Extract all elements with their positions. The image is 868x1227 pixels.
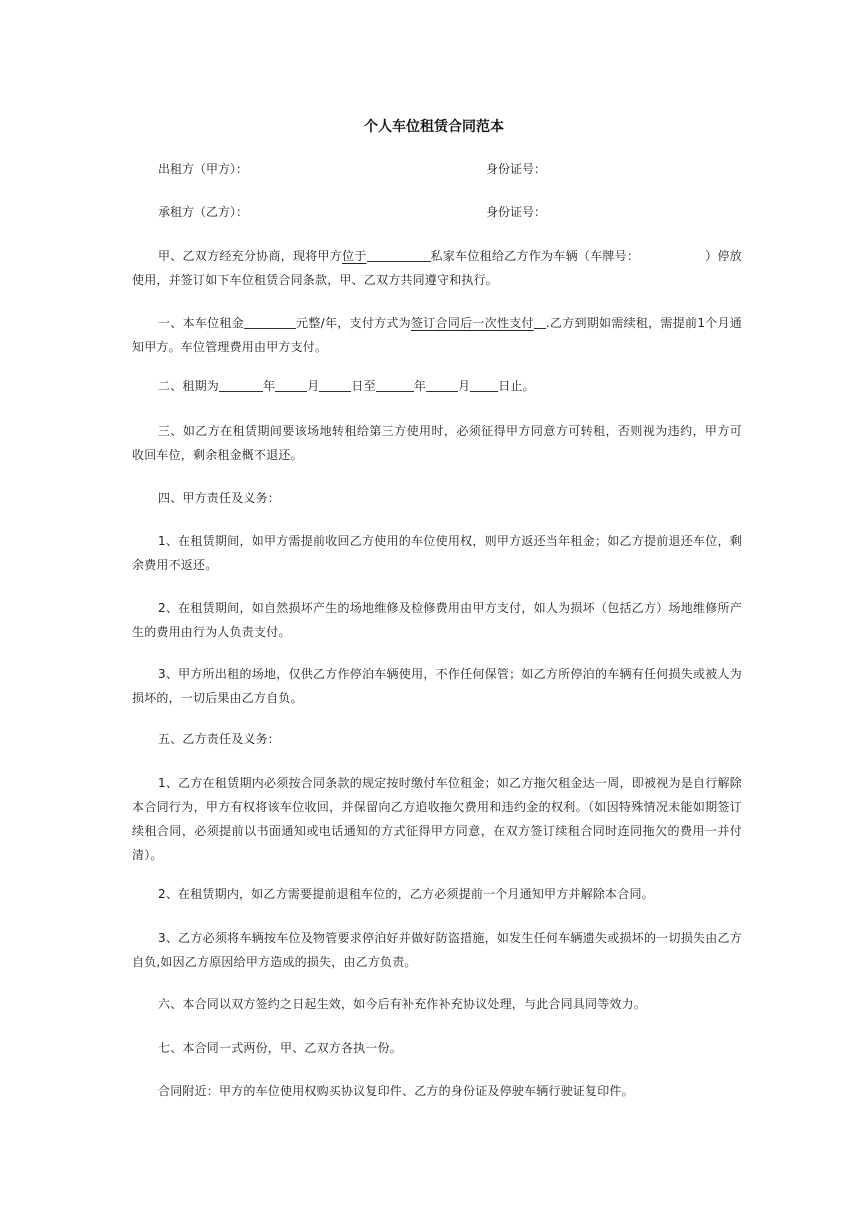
document-title: 个人车位租赁合同范本: [364, 119, 504, 135]
year-label: 年: [263, 379, 276, 393]
intro-text-d: ）停放使用，并签订如下车位租赁合同条款，甲、乙双方共同遵守和执行。: [132, 249, 742, 287]
clause-7: 七、本合同一式两份，甲、乙双方各执一份。: [158, 1041, 403, 1055]
end-day-label: 日止。: [498, 379, 535, 393]
clause-5-2: 2、在租赁期内，如乙方需要提前退租车位的，乙方必须提前一个月通知甲方并解除本合同。: [158, 887, 654, 901]
intro-text-a: 甲、乙双方经充分协商，现将甲方: [158, 249, 343, 263]
start-year-blank: [219, 379, 263, 392]
clause-4-heading: 四、甲方责任及义务：: [158, 491, 281, 505]
location-blank: [367, 249, 431, 262]
appendix-note: 合同附近：甲方的车位使用权购买协议复印件、乙方的身份证及停驶车辆行驶证复印件。: [158, 1084, 634, 1098]
intro-location-underlined: 位于: [342, 249, 367, 263]
intro-paragraph: [132, 244, 742, 292]
lessee-id-label: 身份证号：: [486, 205, 547, 219]
clause-4-3: 3、甲方所出租的场地，仅供乙方作停泊车辆使用，不作任何保管；如乙方所停泊的车辆有任何损失或被人为损坏的，一切后果由乙方自负。: [132, 667, 742, 705]
end-month-blank: [426, 379, 458, 392]
lessee-label: 承租方（乙方）：: [158, 205, 249, 219]
month-label: 月: [307, 379, 320, 393]
clause2-text-a: 二、租期为: [158, 379, 220, 393]
clause1-text-b: 元整/年，支付方式为: [296, 316, 411, 330]
rent-amount-blank: [244, 316, 296, 329]
end-month-label: 月: [458, 379, 471, 393]
clause-2: [132, 374, 742, 398]
clause1-text-d: .乙方到期如需续租，需提前1个月通知甲方。车位管理费用由甲方支付。: [132, 316, 742, 354]
payment-trailing-blank: [534, 316, 546, 329]
lessor-id-label: 身份证号：: [486, 162, 547, 176]
intro-text-c: 私家车位租给乙方作为车辆（车牌号：: [430, 249, 640, 263]
clause-5-1: 1、乙方在租赁期内必须按合同条款的规定按时缴付车位租金；如乙方拖欠租金达一周，即被视为是自行解除本合同行为，甲方有权将该车位收回，并保留向乙方追收拖欠费用和违约金的权利。（如因特殊情况未能如期签订续租合同，必须提前以书面通知或电话通知的方式征得甲方同意，在双方签订续租合同时连同拖欠的费用一并付清）。: [132, 776, 742, 862]
payment-method: 签订合同后一次性支付: [410, 316, 534, 330]
clause-5-3: 3、乙方必须将车辆按车位及物管要求停泊好并做好防盗措施，如发生任何车辆遗失或损坏的一切损失由乙方自负,如因乙方原因给甲方造成的损失，由乙方负责。: [132, 931, 742, 969]
lessor-label: 出租方（甲方）：: [158, 162, 249, 176]
clause-1: [132, 311, 742, 359]
clause-4-1: 1、在租赁期间，如甲方需提前收回乙方使用的车位使用权，则甲方返还当年租金；如乙方提前退还车位，剩余费用不返还。: [132, 534, 742, 572]
clause1-text-a: 一、本车位租金: [158, 316, 244, 330]
end-day-blank: [470, 379, 498, 392]
end-year-label: 年: [413, 379, 427, 393]
end-year-blank: [376, 379, 414, 392]
clause-5-heading: 五、乙方责任及义务：: [158, 732, 281, 746]
clause-3: 三、如乙方在租赁期间要该场地转租给第三方使用时，必须征得甲方同意方可转租，否则视为违约，甲方可收回车位，剩余租金概不退还。: [132, 424, 742, 462]
clause-6: 六、本合同以双方签约之日起生效，如今后有补充作补充协议处理，与此合同具同等效力。: [158, 997, 647, 1011]
clause-4-2: 2、在租赁期间，如自然损坏产生的场地维修及检修费用由甲方支付，如人为损坏（包括乙方）场地维修所产生的费用由行为人负责支付。: [132, 601, 742, 639]
day-to-label: 日至: [351, 379, 376, 393]
start-month-blank: [275, 379, 307, 392]
start-day-blank: [319, 379, 351, 392]
